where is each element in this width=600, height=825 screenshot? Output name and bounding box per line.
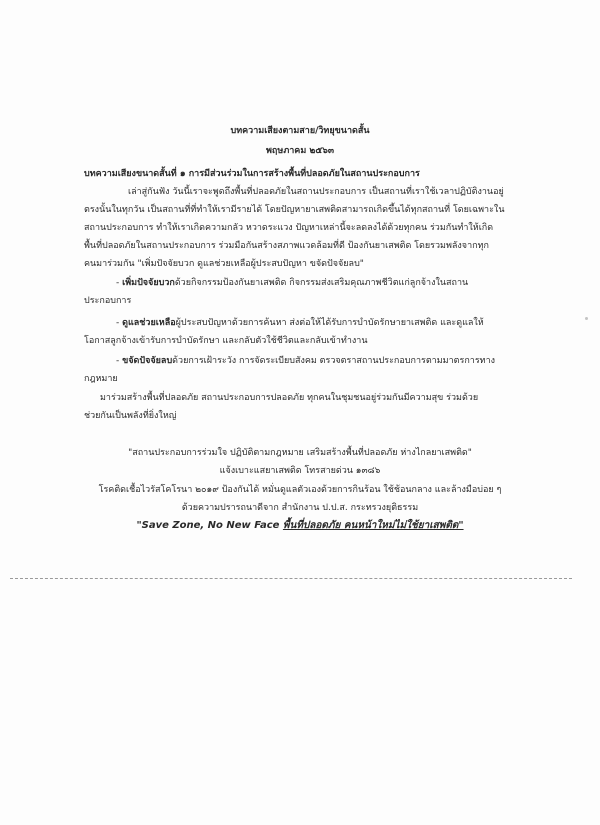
campaign-tagline <box>0 520 600 532</box>
bullet-care-help <box>116 317 484 329</box>
document-date: พฤษภาคม ๒๕๖๓ <box>266 146 334 156</box>
bullet-positive-factor <box>116 277 468 289</box>
intro-line: ตรงนั้นในทุกวัน เป็นสถานที่ที่ทำให้เรามีรายได้ โดยปัญหายาเสพติดสามารถเกิดขึ้นได้ทุกสถานที่ โดยเฉพาะใน <box>84 205 505 215</box>
bullet-continuation: โอกาสลูกจ้างเข้ารับการบำบัดรักษา และกลับตัวใช้ชีวิตและกลับเข้าทำงาน <box>84 336 368 346</box>
scan-speck <box>585 317 588 320</box>
tagline-thai: พื้นที่ปลอดภัย คนหน้าใหม่ไม่ใช้ยาเสพติด" <box>282 520 464 531</box>
bullet-text: ผู้ประสบปัญหาด้วยการค้นหา ส่งต่อให้ได้รับการบำบัดรักษายาเสพติด และดูแลให้ <box>175 318 484 328</box>
hotline-text: แจ้งเบาะแสยาเสพติด โทรสายด่วน ๑๓๘๖ <box>219 466 381 476</box>
bullet-bold-label: ดูแลช่วยเหลือ <box>122 318 176 328</box>
bullet-text: ด้วยการเฝ้าระวัง การจัดระเบียบสังคม ตรวจตราสถานประกอบการตามมาตรการทาง <box>172 356 496 366</box>
dashed-divider <box>10 578 572 579</box>
article-heading: บทความเสียงขนาดสั้นที่ ๑ การมีส่วนร่วมในการสร้างพื้นที่ปลอดภัยในสถานประกอบการ <box>84 169 420 179</box>
intro-line: เล่าสู่กันฟัง วันนี้เราจะพูดถึงพื้นที่ปลอดภัยในสถานประกอบการ เป็นสถานที่เราใช้เวลาปฏิบัติงานอยู่ <box>128 187 504 197</box>
covid-advice: โรคติดเชื้อไวรัสโคโรนา ๒๐๑๙ ป้องกันได้ หมั่นดูแลตัวเองด้วยการกินร้อน ใช้ช้อนกลาง และล้างมือบ่อย ๆ <box>98 485 502 495</box>
bullet-dash: - <box>116 278 120 288</box>
bullet-text: ด้วยกิจกรรมป้องกันยาเสพติด กิจกรรมส่งเสริมคุณภาพชีวิตแก่ลูกจ้างในสถาน <box>174 278 469 288</box>
intro-line: คนมาร่วมกัน "เพิ่มปัจจัยบวก ดูแลช่วยเหลือผู้ประสบปัญหา ขจัดปัจจัยลบ" <box>84 259 364 269</box>
bullet-continuation: ประกอบการ <box>84 296 132 306</box>
closing-line: ช่วยกันเป็นพลังที่ยิ่งใหญ่ <box>84 411 177 421</box>
bullet-bold-label: เพิ่มปัจจัยบวก <box>122 278 175 288</box>
bullet-continuation: กฎหมาย <box>84 374 118 384</box>
bullet-negative-factor <box>116 355 495 367</box>
campaign-slogan: "สถานประกอบการร่วมใจ ปฏิบัติตามกฎหมาย เสริมสร้างพื้นที่ปลอดภัย ห่างไกลยาเสพติด" <box>128 448 472 458</box>
bullet-bold-label: ขจัดปัจจัยลบ <box>122 356 173 366</box>
tagline-english: "Save Zone, No New Face <box>136 520 283 531</box>
intro-line: พื้นที่ปลอดภัยในสถานประกอบการ ร่วมมือกันสร้างสภาพแวดล้อมที่ดี ป้องกันยาเสพติด โดยรวมพลังจากทุก <box>84 241 489 251</box>
bullet-dash: - <box>116 356 120 366</box>
document-title: บทความเสียงตามสาย/วิทยุขนาดสั้น <box>230 126 370 136</box>
intro-line: สถานประกอบการ ทำให้เราเกิดความกลัว หวาดระแวง ปัญหาเหล่านี้จะลดลงได้ด้วยทุกคน ร่วมกันทำให้เกิด <box>84 223 494 233</box>
closing-line: มาร่วมสร้างพื้นที่ปลอดภัย สถานประกอบการปลอดภัย ทุกคนในชุมชนอยู่ร่วมกันมีความสุข ร่วมด้วย <box>100 393 479 403</box>
credit-line: ด้วยความปรารถนาดีจาก สำนักงาน ป.ป.ส. กระทรวงยุติธรรม <box>181 503 419 513</box>
bullet-dash: - <box>116 318 120 328</box>
